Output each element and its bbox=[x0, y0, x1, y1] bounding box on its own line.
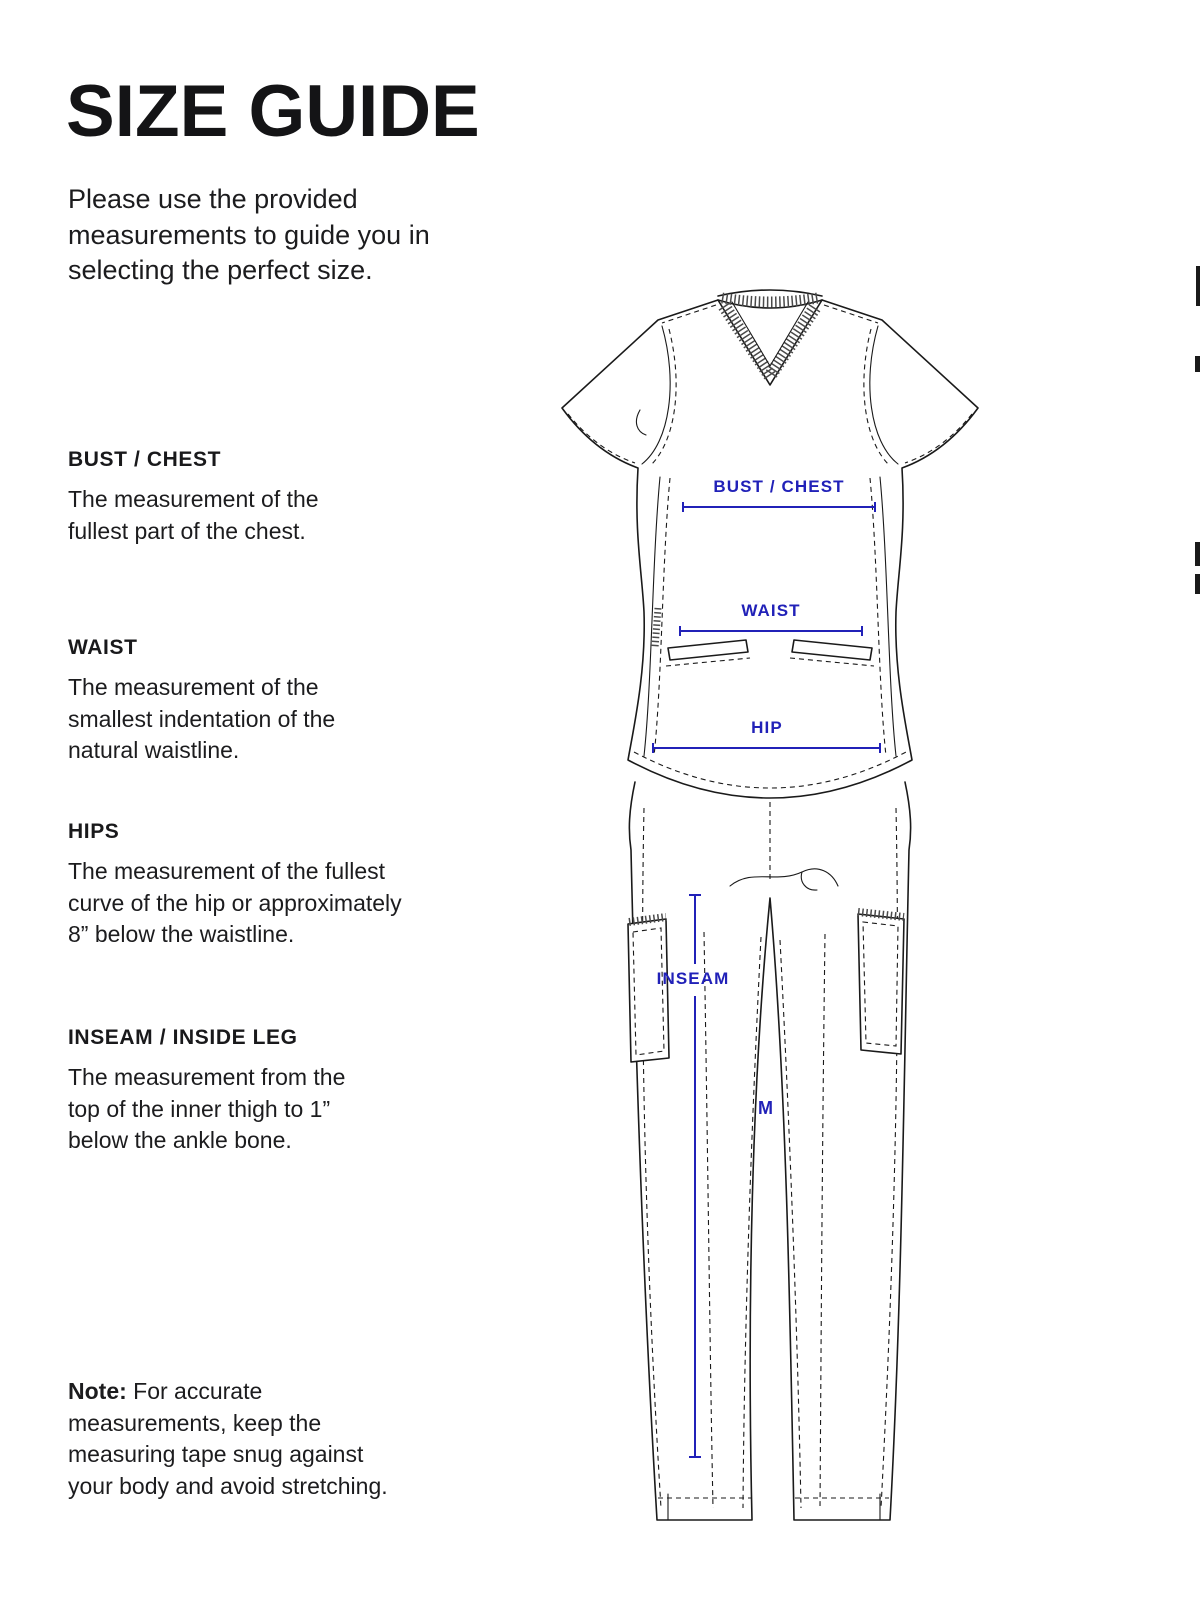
section-body-inseam: The measurement from the top of the inner thigh to 1” below the ankle bone. bbox=[68, 1064, 346, 1153]
inseam-measure-label: INSEAM bbox=[656, 969, 730, 988]
drawstring bbox=[730, 869, 838, 886]
section-body-bust: The measurement of the fullest part of the chest. bbox=[68, 486, 319, 544]
note-label: Note: bbox=[68, 1378, 127, 1404]
scrub-pants-drawing bbox=[628, 782, 911, 1520]
edge-artifact bbox=[1195, 542, 1200, 566]
note-body: For accurate measurements, keep the measuring tape snug against your body and avoid stretching. bbox=[68, 1378, 388, 1500]
waist-measure-label: WAIST bbox=[741, 601, 801, 620]
intro-text: Please use the provided measurements to guide you in selecting the perfect size. bbox=[68, 184, 430, 286]
section-bust-chest bbox=[68, 448, 368, 547]
cargo-pocket-left bbox=[628, 917, 669, 1062]
note-text bbox=[68, 1376, 388, 1503]
section-heading-waist: WAIST bbox=[68, 636, 138, 659]
bust-measure-label: BUST / CHEST bbox=[713, 477, 845, 496]
section-heading-bust: BUST / CHEST bbox=[68, 448, 222, 471]
edge-artifact bbox=[1195, 574, 1200, 594]
size-marker-label: M bbox=[757, 1098, 775, 1118]
hip-measure-label: HIP bbox=[751, 718, 783, 737]
section-body-hips: The measurement of the fullest curve of the hip or approximately 8” below the waistline. bbox=[68, 858, 402, 947]
section-waist bbox=[68, 636, 378, 767]
page-title: SIZE GUIDE bbox=[66, 71, 480, 152]
edge-artifact bbox=[1196, 266, 1200, 306]
section-hips bbox=[68, 820, 428, 951]
section-body-waist: The measurement of the smallest indentation of the natural waistline. bbox=[68, 674, 336, 763]
section-inseam bbox=[68, 1026, 378, 1157]
section-heading-hips: HIPS bbox=[68, 820, 120, 843]
cargo-pocket-right bbox=[858, 912, 904, 1054]
garment-diagram bbox=[540, 282, 1000, 1532]
section-heading-inseam: INSEAM / INSIDE LEG bbox=[68, 1026, 298, 1049]
edge-artifact bbox=[1195, 356, 1200, 372]
